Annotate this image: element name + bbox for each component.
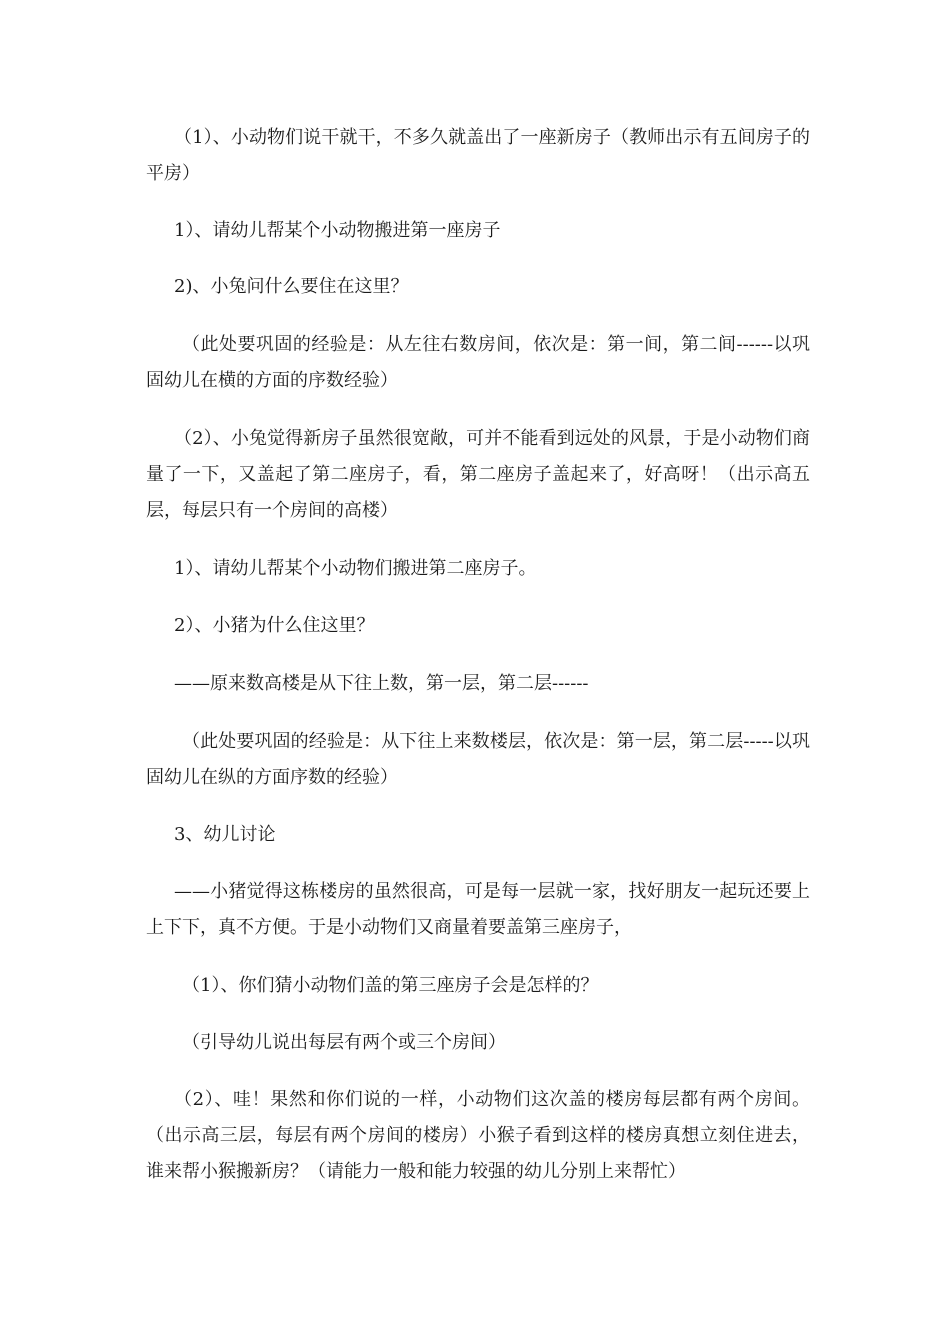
paragraph-1: （1）、小动物们说干就干，不多久就盖出了一座新房子（教师出示有五间房子的平房）: [146, 127, 810, 184]
paragraph-10: 3、幼儿讨论: [174, 824, 276, 845]
paragraph-7: 2）、小猪为什么住这里？: [174, 615, 375, 636]
paragraph-11: ——小猪觉得这栋楼房的虽然很高，可是每一层就一家，找好朋友一起玩还要上上下下，真不方便。于是小动物们又商量着要盖第三座房子，: [146, 881, 810, 938]
paragraph-2: 1）、请幼儿帮某个小动物搬进第一座房子: [174, 220, 501, 241]
paragraph-12: （1）、你们猜小动物们盖的第三座房子会是怎样的？: [182, 975, 599, 996]
paragraph-8: ——原来数高楼是从下往上数，第一层，第二层------: [174, 673, 589, 694]
paragraph-14: （2）、哇！果然和你们说的一样，小动物们这次盖的楼房每层都有两个房间。（出示高三层，每层有两个房间的楼房）小猴子看到这样的楼房真想立刻住进去，谁来帮小猴搬新房？（请能力一般和能力较强的幼儿分别上来帮忙）: [146, 1089, 810, 1182]
paragraph-3: 2)、小兔问什么要住在这里？: [174, 276, 409, 297]
paragraph-4: （此处要巩固的经验是：从左往右数房间，依次是：第一间，第二间------以巩固幼儿在横的方面的序数经验）: [146, 334, 810, 391]
paragraph-5: （2）、小兔觉得新房子虽然很宽敞，可并不能看到远处的风景，于是小动物们商量了一下，又盖起了第二座房子，看，第二座房子盖起来了，好高呀！（出示高五层，每层只有一个房间的高楼）: [146, 428, 810, 521]
paragraph-13: （引导幼儿说出每层有两个或三个房间）: [182, 1032, 506, 1053]
paragraph-9: （此处要巩固的经验是：从下往上来数楼层，依次是：第一层，第二层-----以巩固幼儿在纵的方面序数的经验）: [146, 731, 810, 788]
paragraph-6: 1）、请幼儿帮某个小动物们搬进第二座房子。: [174, 558, 537, 579]
